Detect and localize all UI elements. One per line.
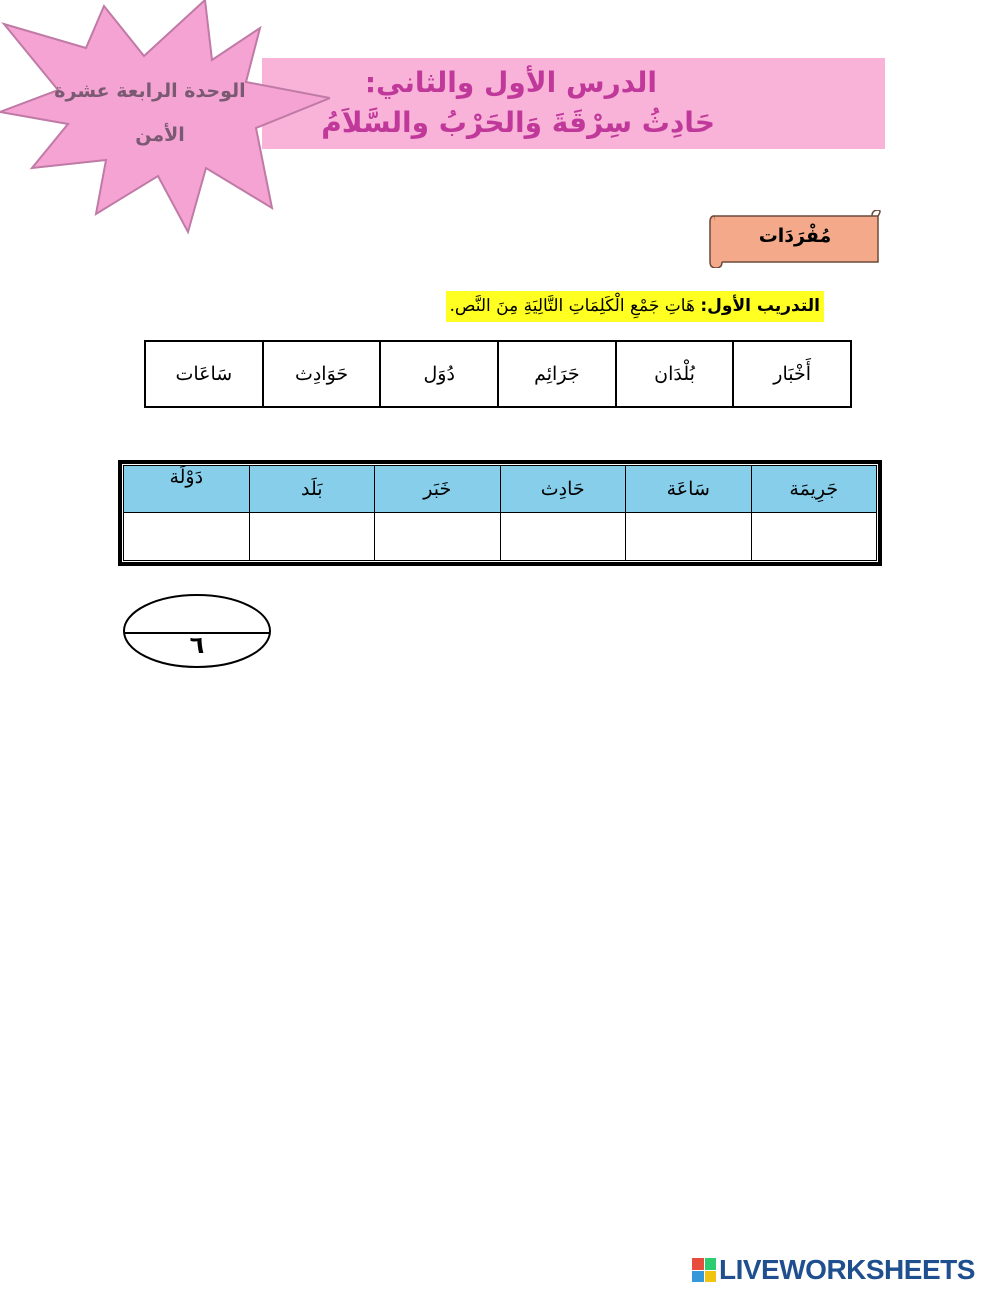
singular-words-table-frame [118,460,882,566]
plural-word[interactable]: جَرَائِم [498,341,616,407]
logo-mark-icon [692,1258,716,1282]
answer-drop-zone[interactable] [375,513,501,561]
exercise-text: هَاتِ جَمْعِ الْكَلِمَاتِ التَّالِيَةِ مِنَ النَّص. [449,296,695,316]
singular-word: دَوْلَة [124,466,250,513]
answer-drop-zone[interactable] [249,513,375,561]
lesson-title-line-2: حَادِثُ سِرْقَةَ وَالحَرْبُ والسَّلاَمُ [321,106,715,139]
answer-drop-zone[interactable] [500,513,626,561]
lesson-title-line-1: الدرس الأول والثاني: [364,66,657,99]
singular-words-table [123,465,877,561]
exercise-instruction [446,291,825,322]
star-burst-icon [0,0,330,240]
answer-drop-zone[interactable] [626,513,752,561]
table-row [124,513,877,561]
vocabulary-section-label [708,210,882,268]
exercise-label: التدريب الأول: [700,296,820,316]
plural-words-table [144,340,852,408]
page-number-oval [122,593,272,669]
unit-star-badge [0,0,330,240]
unit-topic: الأمن [135,124,185,146]
answer-drop-zone[interactable] [751,513,877,561]
table-row [145,341,851,407]
table-row [124,466,877,513]
plural-word[interactable]: سَاعَات [145,341,263,407]
singular-word: جَرِيمَة [751,466,877,513]
plural-word[interactable]: حَوَادِث [263,341,381,407]
singular-word: بَلَد [249,466,375,513]
answer-drop-zone[interactable] [124,513,250,561]
singular-word: سَاعَة [626,466,752,513]
plural-word[interactable]: بُلْدَان [616,341,734,407]
unit-name: الوحدة الرابعة عشرة [54,80,246,102]
singular-word: خَبَر [375,466,501,513]
page-number: ٦ [189,631,205,659]
vocabulary-label: مُفْرَدَات [758,225,832,247]
lesson-title-banner [262,58,885,149]
plural-word[interactable]: دُوَل [380,341,498,407]
logo-text: LIVEWORKSHEETS [719,1254,975,1285]
singular-word: حَادِث [500,466,626,513]
liveworksheets-logo [692,1254,975,1286]
plural-word[interactable]: أَخْبَار [733,341,851,407]
